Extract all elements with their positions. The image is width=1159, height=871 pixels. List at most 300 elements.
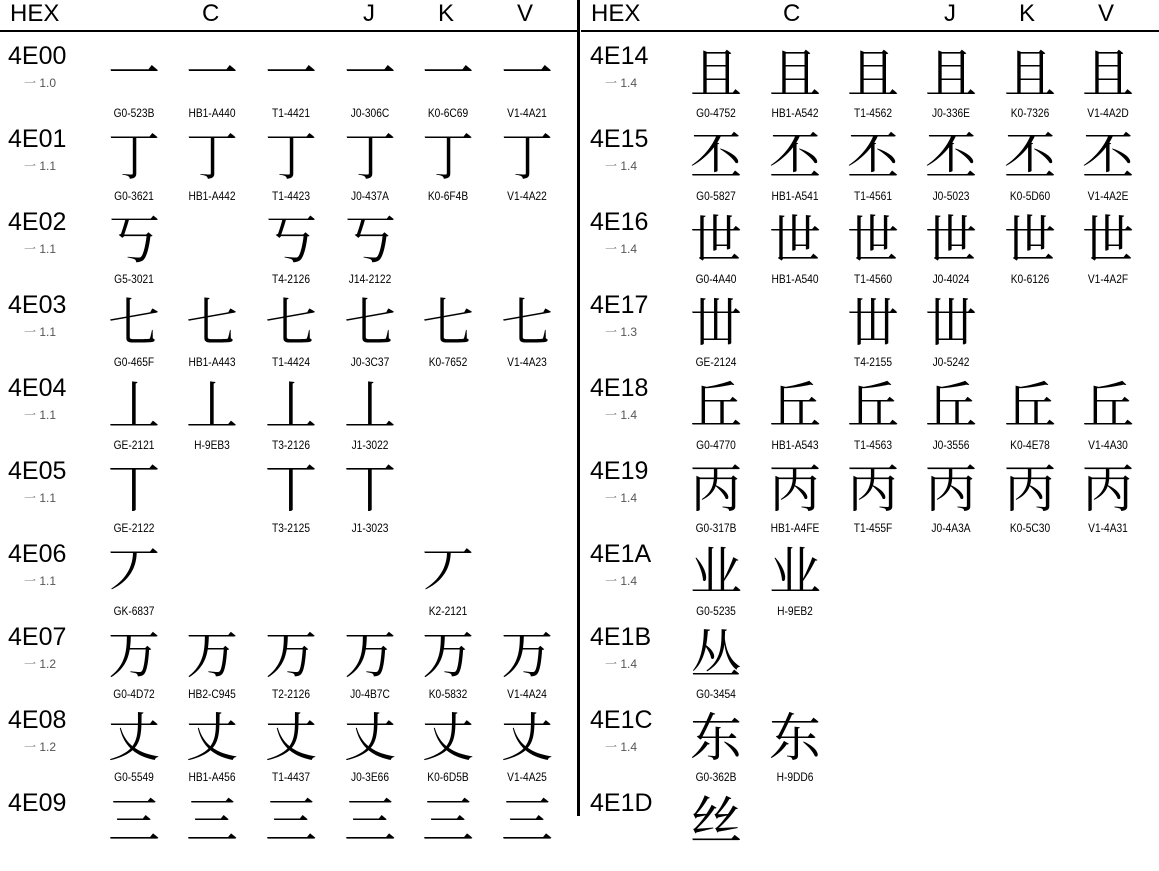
source-reference: J0-4A3A [931,521,971,535]
source-reference: G0-465F [113,355,155,369]
code-point-row [581,204,1159,287]
source-reference: T1-4423 [271,189,310,203]
source-reference: HB1-A456 [188,770,236,784]
glyph: 万 [500,626,553,686]
glyph-cell [173,295,251,373]
hex-code: 4E05 [8,457,67,485]
header-j: J [944,0,956,27]
radical-stroke-index: 一 1.4 [605,159,638,173]
glyph: 丙 [768,460,821,520]
glyph-cell [677,627,755,705]
glyph: 丆 [107,543,160,603]
glyph: 且 [768,45,821,105]
glyph: 丈 [264,709,317,769]
source-reference: J0-3C37 [350,355,390,369]
radical-stroke-index: 一 1.4 [605,740,638,754]
glyph: 世 [846,211,899,271]
radical-stroke-index: 一 1.4 [605,574,638,588]
source-reference: HB1-A443 [188,355,236,369]
glyph-cell [409,710,487,788]
glyph-cell [252,793,330,871]
source-reference: K2-2121 [428,604,468,618]
glyph-cell [331,627,409,705]
glyph: 七 [107,294,160,354]
source-reference: J0-336E [931,106,970,120]
glyph-cell [331,378,409,456]
glyph: 丙 [846,460,899,520]
radical-stroke-index: 一 1.0 [24,76,57,90]
glyph: 世 [689,211,742,271]
glyph-cell [991,46,1069,124]
source-reference: V1-4A31 [1088,521,1128,535]
glyph: 丄 [107,377,160,437]
glyph: 且 [1081,45,1134,105]
source-reference: K0-7652 [428,355,468,369]
glyph: 丙 [924,460,977,520]
glyph: 丁 [185,128,238,188]
header-j: J [363,0,375,27]
glyph: 丘 [689,377,742,437]
glyph: 一 [343,45,396,105]
header-hex: HEX [591,0,641,27]
glyph-cell [95,544,173,622]
glyph: 丄 [264,377,317,437]
hex-code: 4E1D [590,789,653,817]
glyph-cell [173,129,251,207]
glyph: 丙 [1003,460,1056,520]
source-reference: G0-5549 [114,770,154,784]
glyph-cell [834,212,912,290]
glyph: 世 [924,211,977,271]
radical-stroke-index: 一 1.4 [605,657,638,671]
source-reference: HB1-A543 [771,438,819,452]
glyph-cell [1069,46,1147,124]
source-reference: J0-306C [350,106,390,120]
glyph: 丘 [924,377,977,437]
code-point-row [0,619,578,702]
source-reference: K0-6126 [1010,272,1050,286]
radical-stroke-index: 一 1.1 [24,574,57,588]
hex-code: 4E02 [8,208,67,236]
column-header [581,0,1159,30]
glyph: 业 [768,543,821,603]
source-reference: J0-3556 [932,438,970,452]
source-reference: T1-4561 [853,189,892,203]
glyph-cell [95,212,173,290]
source-reference: T4-2155 [853,355,892,369]
source-reference: V1-4A24 [507,687,547,701]
source-reference: J1-3023 [351,521,389,535]
source-reference: V1-4A30 [1088,438,1128,452]
glyph: 丕 [1081,128,1134,188]
code-point-row [581,287,1159,370]
glyph: 三 [107,792,160,852]
source-reference: V1-4A2F [1087,272,1129,286]
glyph: 丅 [107,460,160,520]
source-reference: G0-362B [695,770,737,784]
hex-code: 4E09 [8,789,67,817]
glyph-cell [409,295,487,373]
source-reference: J0-5023 [932,189,970,203]
code-point-row [0,453,578,536]
hex-code: 4E04 [8,374,67,402]
source-reference: G0-3454 [696,687,736,701]
glyph: 一 [107,45,160,105]
glyph-cell [409,544,487,622]
glyph-cell [331,129,409,207]
glyph-cell [173,378,251,456]
glyph: 丗 [846,294,899,354]
glyph-cell [488,710,566,788]
header-hex: HEX [10,0,60,27]
glyph-cell [252,295,330,373]
glyph: 万 [421,626,474,686]
glyph-cell [677,710,755,788]
column-divider [577,0,580,816]
code-point-row [0,536,578,619]
glyph: 丙 [689,460,742,520]
source-reference: K0-6C69 [427,106,469,120]
glyph-cell [677,212,755,290]
hex-code: 4E17 [590,291,649,319]
glyph: 三 [264,792,317,852]
source-reference: J0-5242 [932,355,970,369]
source-reference: K0-5C30 [1009,521,1051,535]
hex-code: 4E01 [8,125,67,153]
glyph-cell [95,46,173,124]
glyph-cell [173,46,251,124]
column-header [0,0,578,30]
hex-code: 4E08 [8,706,67,734]
glyph-cell [677,544,755,622]
glyph: 丈 [107,709,160,769]
code-point-row [0,121,578,204]
glyph-cell [95,627,173,705]
source-reference: G0-4770 [696,438,736,452]
glyph-cell [1069,378,1147,456]
radical-stroke-index: 一 1.4 [605,408,638,422]
glyph-cell [488,129,566,207]
glyph: 丛 [689,626,742,686]
glyph-cell [756,212,834,290]
code-point-row [581,121,1159,204]
code-point-row [581,38,1159,121]
source-reference: T1-4421 [271,106,310,120]
glyph-cell [912,129,990,207]
code-point-row [0,38,578,121]
glyph-cell [95,129,173,207]
code-point-row [581,702,1159,785]
glyph: 丁 [500,128,553,188]
source-reference: T2-2126 [271,687,310,701]
glyph: 丕 [768,128,821,188]
source-reference: V1-4A21 [507,106,547,120]
glyph-cell [252,710,330,788]
source-reference: J0-3E66 [350,770,389,784]
glyph: 七 [500,294,553,354]
header-rule [0,30,578,32]
code-point-row [0,204,578,287]
source-reference: HB1-A440 [188,106,236,120]
source-reference: K0-6D5B [427,770,469,784]
glyph: 丈 [343,709,396,769]
glyph-cell [409,129,487,207]
glyph: 且 [689,45,742,105]
glyph-cell [677,793,755,871]
glyph: 丆 [421,543,474,603]
radical-stroke-index: 一 1.4 [605,491,638,505]
glyph-cell [331,710,409,788]
glyph-cell [95,793,173,871]
glyph-cell [331,295,409,373]
source-reference: J0-437A [350,189,389,203]
glyph-cell [252,461,330,539]
glyph: 且 [846,45,899,105]
glyph-cell [756,129,834,207]
glyph-cell [331,212,409,290]
radical-stroke-index: 一 1.2 [24,657,57,671]
source-reference: K0-5832 [428,687,468,701]
source-reference: K0-7326 [1010,106,1050,120]
left-column-panel [0,0,578,852]
glyph: 东 [689,709,742,769]
glyph-cell [173,793,251,871]
source-reference: G0-523B [113,106,155,120]
glyph: 丕 [846,128,899,188]
glyph-cell [912,295,990,373]
glyph-cell [677,378,755,456]
glyph: 丗 [689,294,742,354]
hex-code: 4E15 [590,125,649,153]
glyph: 世 [1003,211,1056,271]
radical-stroke-index: 一 1.4 [605,242,638,256]
glyph: 且 [924,45,977,105]
source-reference: HB1-A541 [771,189,819,203]
source-reference: G0-4A40 [695,272,737,286]
glyph-cell [252,129,330,207]
header-k: K [438,0,455,27]
glyph: 丂 [264,211,317,271]
radical-stroke-index: 一 1.1 [24,159,57,173]
source-reference: GK-6837 [113,604,155,618]
glyph: 丁 [421,128,474,188]
source-reference: T1-4563 [853,438,892,452]
glyph-cell [991,461,1069,539]
glyph: 丈 [185,709,238,769]
source-reference: J0-4024 [932,272,970,286]
source-reference: T4-2126 [271,272,310,286]
glyph: 三 [185,792,238,852]
glyph-cell [834,461,912,539]
code-point-row [0,370,578,453]
glyph: 丗 [924,294,977,354]
glyph-cell [912,461,990,539]
glyph: 丁 [264,128,317,188]
glyph-cell [1069,212,1147,290]
glyph-cell [252,212,330,290]
glyph: 丄 [343,377,396,437]
glyph: 丈 [500,709,553,769]
source-reference: T3-2126 [271,438,310,452]
hex-code: 4E19 [590,457,649,485]
source-reference: G0-317B [695,521,737,535]
hex-code: 4E14 [590,42,649,70]
glyph-cell [834,129,912,207]
glyph-cell [331,46,409,124]
source-reference: HB1-A442 [188,189,236,203]
source-reference: G0-3621 [114,189,154,203]
code-rows-right [581,38,1159,868]
glyph: 万 [185,626,238,686]
glyph: 三 [421,792,474,852]
glyph-cell [834,46,912,124]
code-point-row [581,370,1159,453]
source-reference: V1-4A2D [1087,106,1129,120]
glyph: 万 [343,626,396,686]
glyph-cell [173,710,251,788]
source-reference: GE-2124 [695,355,737,369]
glyph-cell [331,461,409,539]
radical-stroke-index: 一 1.1 [24,325,57,339]
glyph: 东 [768,709,821,769]
glyph: 丘 [1003,377,1056,437]
glyph-cell [677,46,755,124]
source-reference: V1-4A25 [507,770,547,784]
source-reference: GE-2121 [113,438,155,452]
source-reference: J0-4B7C [350,687,390,701]
glyph: 一 [500,45,553,105]
glyph: 七 [421,294,474,354]
radical-stroke-index: 一 1.1 [24,242,57,256]
header-v: V [1098,0,1115,27]
glyph-cell [756,544,834,622]
glyph-cell [95,461,173,539]
glyph-cell [677,461,755,539]
source-reference: HB1-A540 [771,272,819,286]
glyph: 丁 [107,128,160,188]
glyph-cell [912,378,990,456]
glyph-cell [488,793,566,871]
hex-code: 4E03 [8,291,67,319]
glyph: 丄 [185,377,238,437]
glyph-cell [409,793,487,871]
glyph: 七 [185,294,238,354]
glyph-cell [677,129,755,207]
glyph-cell [756,378,834,456]
source-reference: T1-4560 [853,272,892,286]
glyph-cell [173,627,251,705]
source-reference: K0-6F4B [427,189,469,203]
source-reference: GE-2122 [113,521,155,535]
glyph: 世 [1081,211,1134,271]
glyph: 七 [343,294,396,354]
code-point-row [581,619,1159,702]
glyph-cell [95,295,173,373]
glyph: 丝 [689,792,742,852]
source-reference: H-9DD6 [776,770,814,784]
hex-code: 4E00 [8,42,67,70]
glyph: 七 [264,294,317,354]
glyph-cell [991,378,1069,456]
right-column-panel [581,0,1159,852]
source-reference: H-9EB3 [194,438,230,452]
glyph-cell [252,627,330,705]
glyph-cell [756,46,834,124]
glyph-cell [252,46,330,124]
glyph: 业 [689,543,742,603]
source-reference: V1-4A2E [1087,189,1129,203]
code-point-row [581,785,1159,868]
glyph: 一 [421,45,474,105]
source-reference: G0-5235 [696,604,736,618]
glyph: 丕 [689,128,742,188]
source-reference: T1-4437 [271,770,310,784]
glyph: 一 [264,45,317,105]
glyph: 丙 [1081,460,1134,520]
glyph-cell [756,461,834,539]
radical-stroke-index: 一 1.1 [24,408,57,422]
glyph-cell [1069,461,1147,539]
glyph: 丘 [1081,377,1134,437]
glyph: 丕 [1003,128,1056,188]
glyph-cell [488,627,566,705]
glyph: 丂 [107,211,160,271]
source-reference: J1-3022 [351,438,389,452]
glyph: 丂 [343,211,396,271]
radical-stroke-index: 一 1.1 [24,491,57,505]
glyph: 一 [185,45,238,105]
glyph-cell [677,295,755,373]
code-point-row [0,287,578,370]
header-c: C [202,0,220,27]
code-rows-left [0,38,578,868]
source-reference: T1-4424 [271,355,310,369]
glyph-cell [95,378,173,456]
glyph: 丕 [924,128,977,188]
code-point-row [581,536,1159,619]
glyph-cell [834,295,912,373]
glyph: 三 [343,792,396,852]
source-reference: T1-455F [853,521,893,535]
hex-code: 4E07 [8,623,67,651]
source-reference: G0-5827 [696,189,736,203]
glyph: 丘 [768,377,821,437]
glyph: 三 [500,792,553,852]
glyph: 丘 [846,377,899,437]
glyph-cell [756,710,834,788]
glyph-cell [409,627,487,705]
hex-code: 4E1A [590,540,652,568]
glyph: 丅 [343,460,396,520]
source-reference: K0-4E78 [1010,438,1050,452]
glyph-cell [991,129,1069,207]
glyph-cell [95,710,173,788]
source-reference: G0-4752 [696,106,736,120]
glyph-cell [488,46,566,124]
glyph: 万 [107,626,160,686]
glyph-cell [991,212,1069,290]
hex-code: 4E16 [590,208,649,236]
header-rule [581,30,1159,32]
hex-code: 4E06 [8,540,67,568]
header-c: C [783,0,801,27]
glyph: 且 [1003,45,1056,105]
radical-stroke-index: 一 1.3 [605,325,638,339]
glyph-cell [331,793,409,871]
source-reference: G0-4D72 [113,687,155,701]
source-reference: H-9EB2 [777,604,813,618]
header-k: K [1019,0,1036,27]
